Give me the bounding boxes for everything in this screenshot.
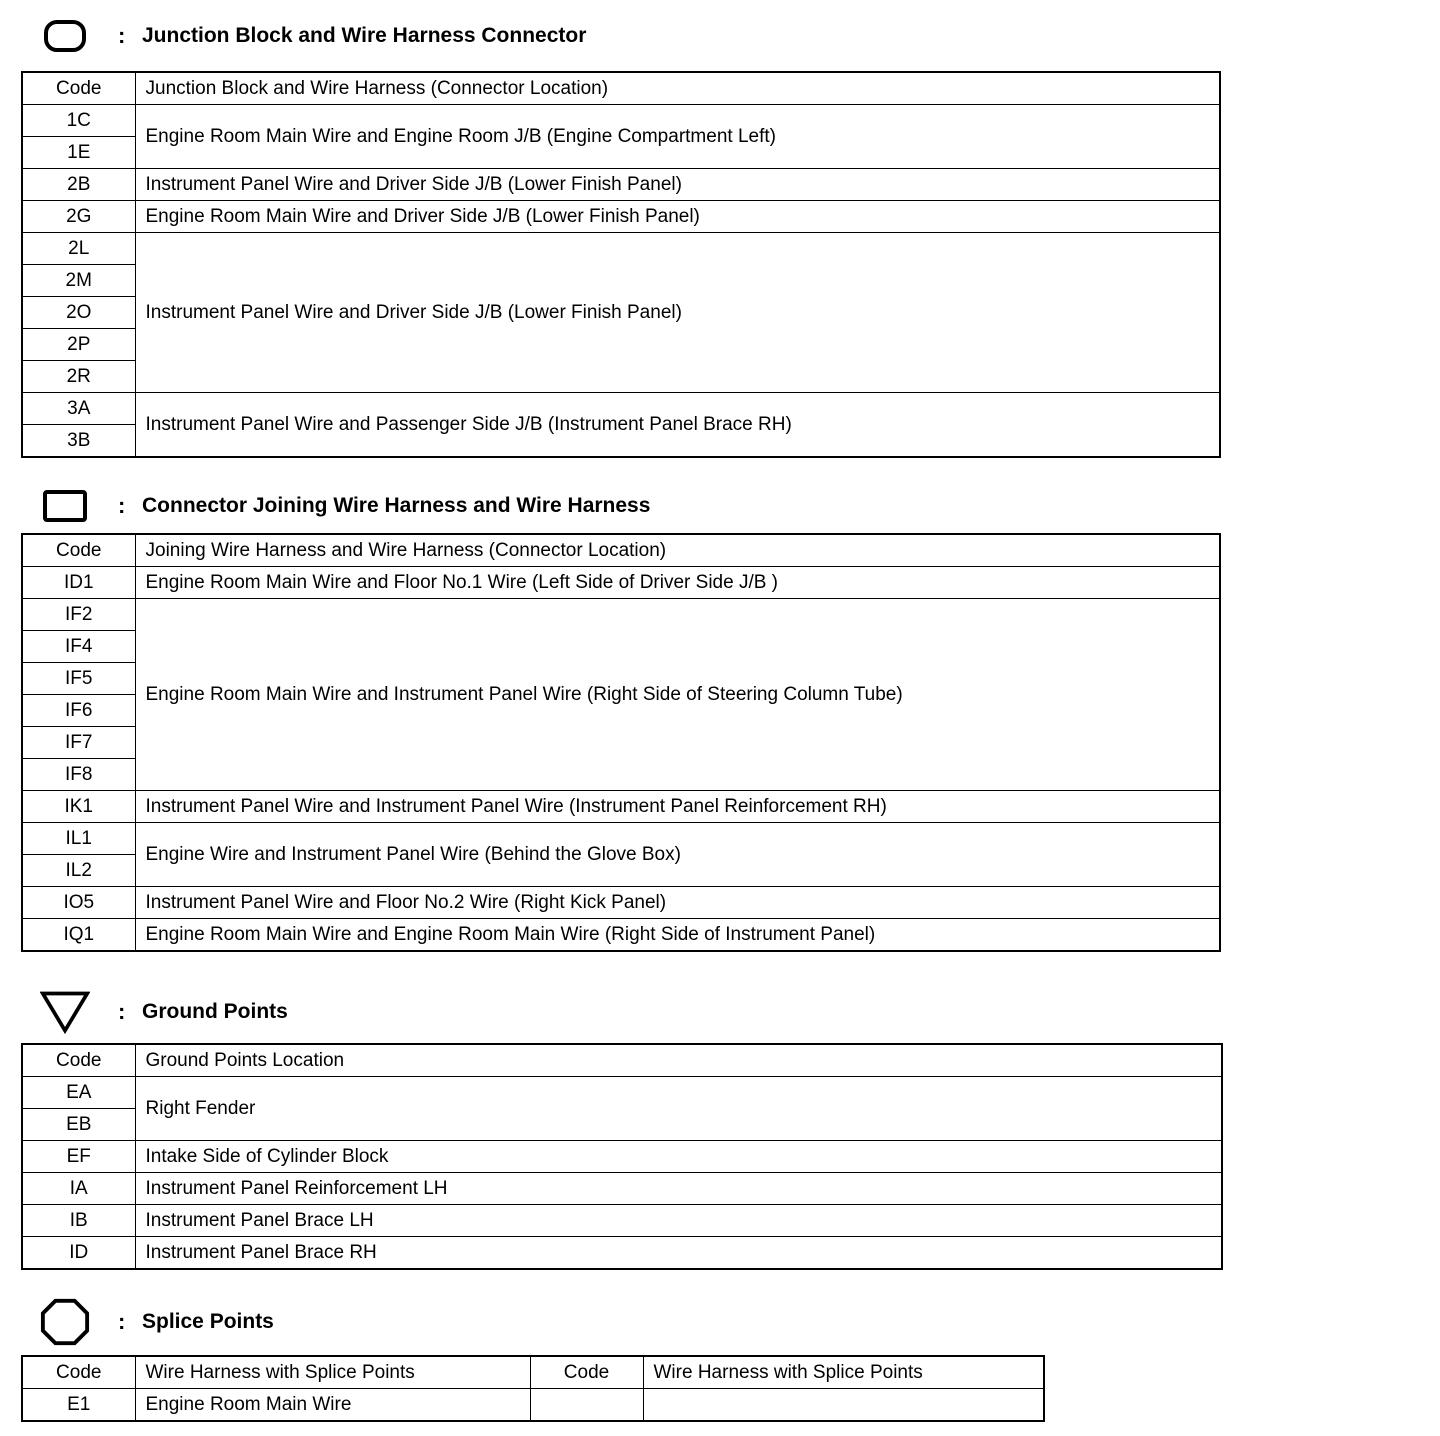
code-cell: 2L — [22, 233, 135, 265]
desc-cell: Engine Room Main Wire — [135, 1389, 530, 1422]
location-cell: Right Fender — [135, 1077, 1222, 1141]
table-row — [22, 393, 1220, 425]
location-cell: Instrument Panel Brace RH — [135, 1237, 1222, 1270]
table-row — [22, 1389, 1044, 1422]
code-cell: IB — [22, 1205, 135, 1237]
colon: : — [118, 1309, 126, 1334]
location-cell: Instrument Panel Wire and Driver Side J/B (Lower Finish Panel) — [135, 233, 1220, 393]
table-header-row — [22, 534, 1220, 567]
code-cell: 2R — [22, 361, 135, 393]
table-row — [22, 233, 1220, 265]
code-cell: EA — [22, 1077, 135, 1109]
section-splice-points-heading — [40, 1298, 274, 1346]
rect-icon — [40, 484, 90, 528]
location-cell: Instrument Panel Wire and Passenger Side J/B (Instrument Panel Brace RH) — [135, 393, 1220, 458]
splice-points-table — [21, 1355, 1045, 1422]
table-row — [22, 201, 1220, 233]
table-header-row — [22, 72, 1220, 105]
code-cell: IQ1 — [22, 919, 135, 952]
location-cell: Engine Room Main Wire and Engine Room Main Wire (Right Side of Instrument Panel) — [135, 919, 1220, 952]
section-title: Junction Block and Wire Harness Connector — [142, 24, 587, 47]
code-cell: EF — [22, 1141, 135, 1173]
code-cell: IO5 — [22, 887, 135, 919]
code-cell: IF4 — [22, 631, 135, 663]
header-code: Code — [22, 1356, 135, 1389]
location-cell: Engine Wire and Instrument Panel Wire (Behind the Glove Box) — [135, 823, 1220, 887]
code-cell: IL2 — [22, 855, 135, 887]
header-desc: Wire Harness with Splice Points — [135, 1356, 530, 1389]
code-cell: IA — [22, 1173, 135, 1205]
code-cell: E1 — [22, 1389, 135, 1422]
header-code: Code — [22, 534, 135, 567]
code-cell: 1C — [22, 105, 135, 137]
connector-joining-table — [21, 533, 1221, 952]
table-row — [22, 1141, 1222, 1173]
ground-points-table — [21, 1043, 1223, 1270]
table-row — [22, 567, 1220, 599]
header-desc: Junction Block and Wire Harness (Connector Location) — [135, 72, 1220, 105]
header-desc: Wire Harness with Splice Points — [643, 1356, 1044, 1389]
table-header-row — [22, 1356, 1044, 1389]
code-cell — [530, 1389, 643, 1422]
table-row — [22, 1173, 1222, 1205]
code-cell: 3B — [22, 425, 135, 458]
location-cell: Engine Room Main Wire and Instrument Panel Wire (Right Side of Steering Column Tube) — [135, 599, 1220, 791]
section-connector-joining-heading — [40, 486, 650, 526]
code-cell: IL1 — [22, 823, 135, 855]
header-code: Code — [530, 1356, 643, 1389]
section-title: Ground Points — [142, 1000, 288, 1023]
header-code: Code — [22, 1044, 135, 1077]
code-cell: ID1 — [22, 567, 135, 599]
rounded-rect-icon — [40, 14, 90, 58]
code-cell: 2P — [22, 329, 135, 361]
table-row — [22, 823, 1220, 855]
section-junction-block-heading — [40, 16, 586, 56]
location-cell: Engine Room Main Wire and Driver Side J/B (Lower Finish Panel) — [135, 201, 1220, 233]
code-cell: 2M — [22, 265, 135, 297]
table-row — [22, 887, 1220, 919]
code-cell: IF8 — [22, 759, 135, 791]
header-desc: Joining Wire Harness and Wire Harness (Connector Location) — [135, 534, 1220, 567]
section-ground-points-heading — [40, 988, 288, 1036]
code-cell: 2O — [22, 297, 135, 329]
code-cell: IF7 — [22, 727, 135, 759]
table-row — [22, 919, 1220, 952]
location-cell: Instrument Panel Wire and Instrument Panel Wire (Instrument Panel Reinforcement RH) — [135, 791, 1220, 823]
table-header-row — [22, 1044, 1222, 1077]
octagon-icon — [40, 1298, 90, 1346]
header-code: Code — [22, 72, 135, 105]
location-cell: Engine Room Main Wire and Floor No.1 Wire (Left Side of Driver Side J/B ) — [135, 567, 1220, 599]
location-cell: Instrument Panel Reinforcement LH — [135, 1173, 1222, 1205]
table-row — [22, 169, 1220, 201]
table-row — [22, 1205, 1222, 1237]
code-cell: EB — [22, 1109, 135, 1141]
table-row — [22, 791, 1220, 823]
code-cell: IF2 — [22, 599, 135, 631]
location-cell: Engine Room Main Wire and Engine Room J/B (Engine Compartment Left) — [135, 105, 1220, 169]
location-cell: Instrument Panel Brace LH — [135, 1205, 1222, 1237]
triangle-icon — [40, 988, 90, 1036]
code-cell: ID — [22, 1237, 135, 1270]
section-title: Connector Joining Wire Harness and Wire Harness — [142, 494, 651, 517]
code-cell: 1E — [22, 137, 135, 169]
header-desc: Ground Points Location — [135, 1044, 1222, 1077]
desc-cell — [643, 1389, 1044, 1422]
colon: : — [118, 23, 126, 48]
code-cell: IK1 — [22, 791, 135, 823]
location-cell: Intake Side of Cylinder Block — [135, 1141, 1222, 1173]
table-row — [22, 1077, 1222, 1109]
code-cell: 2G — [22, 201, 135, 233]
section-title: Splice Points — [142, 1310, 274, 1333]
table-row — [22, 599, 1220, 631]
table-row — [22, 1237, 1222, 1270]
table-row — [22, 105, 1220, 137]
code-cell: IF5 — [22, 663, 135, 695]
colon: : — [118, 999, 126, 1024]
colon: : — [118, 493, 126, 518]
code-cell: 3A — [22, 393, 135, 425]
code-cell: IF6 — [22, 695, 135, 727]
junction-block-table — [21, 71, 1221, 458]
code-cell: 2B — [22, 169, 135, 201]
location-cell: Instrument Panel Wire and Floor No.2 Wire (Right Kick Panel) — [135, 887, 1220, 919]
location-cell: Instrument Panel Wire and Driver Side J/B (Lower Finish Panel) — [135, 169, 1220, 201]
